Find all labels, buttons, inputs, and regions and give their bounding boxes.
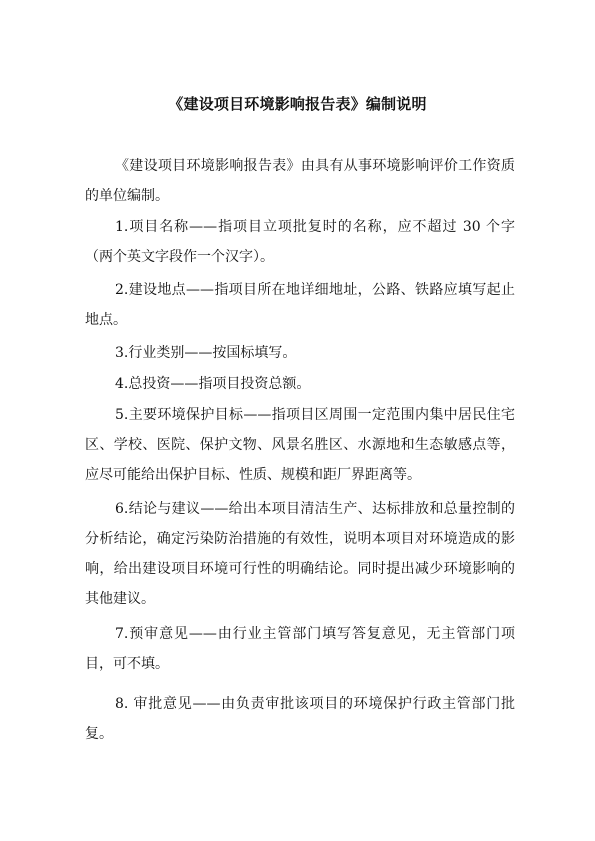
item-construction-site: 2.建设地点——指项目所在地详细地址，公路、铁路应填写起止地点。 — [85, 282, 515, 328]
item-project-name: 1.项目名称——指项目立项批复时的名称，应不超过 30 个字（两个英文字段作一个汉字）。 — [85, 219, 515, 265]
item-conclusions: 6.结论与建议——给出本项目清洁生产、达标排放和总量控制的分析结论，确定污染防治措施的有效性，说明本项目对环境造成的影响，给出建设项目环境可行性的明确结论。同时提出减少环境影响的其他建议。 — [85, 501, 515, 607]
page-title: 《建设项目环境影响报告表》编制说明 — [168, 95, 427, 113]
item-total-investment: 4.总投资——指项目投资总额。 — [115, 376, 311, 392]
item-approval: 8. 审批意见——由负责审批该项目的环境保护行政主管部门批复。 — [85, 696, 515, 742]
item-industry-category: 3.行业类别——按国标填写。 — [115, 345, 297, 361]
item-pre-review: 7.预审意见——由行业主管部门填写答复意见，无主管部门项目，可不填。 — [85, 626, 515, 672]
intro-paragraph: 《建设项目环境影响报告表》由具有从事环境影响评价工作资质的单位编制。 — [85, 158, 515, 204]
item-protection-targets: 5.主要环境保护目标——指项目区周围一定范围内集中居民住宅区、学校、医院、保护文物、风景名胜区、水源地和生态敏感点等，应尽可能给出保护目标、性质、规模和距厂界距离等。 — [85, 407, 515, 483]
